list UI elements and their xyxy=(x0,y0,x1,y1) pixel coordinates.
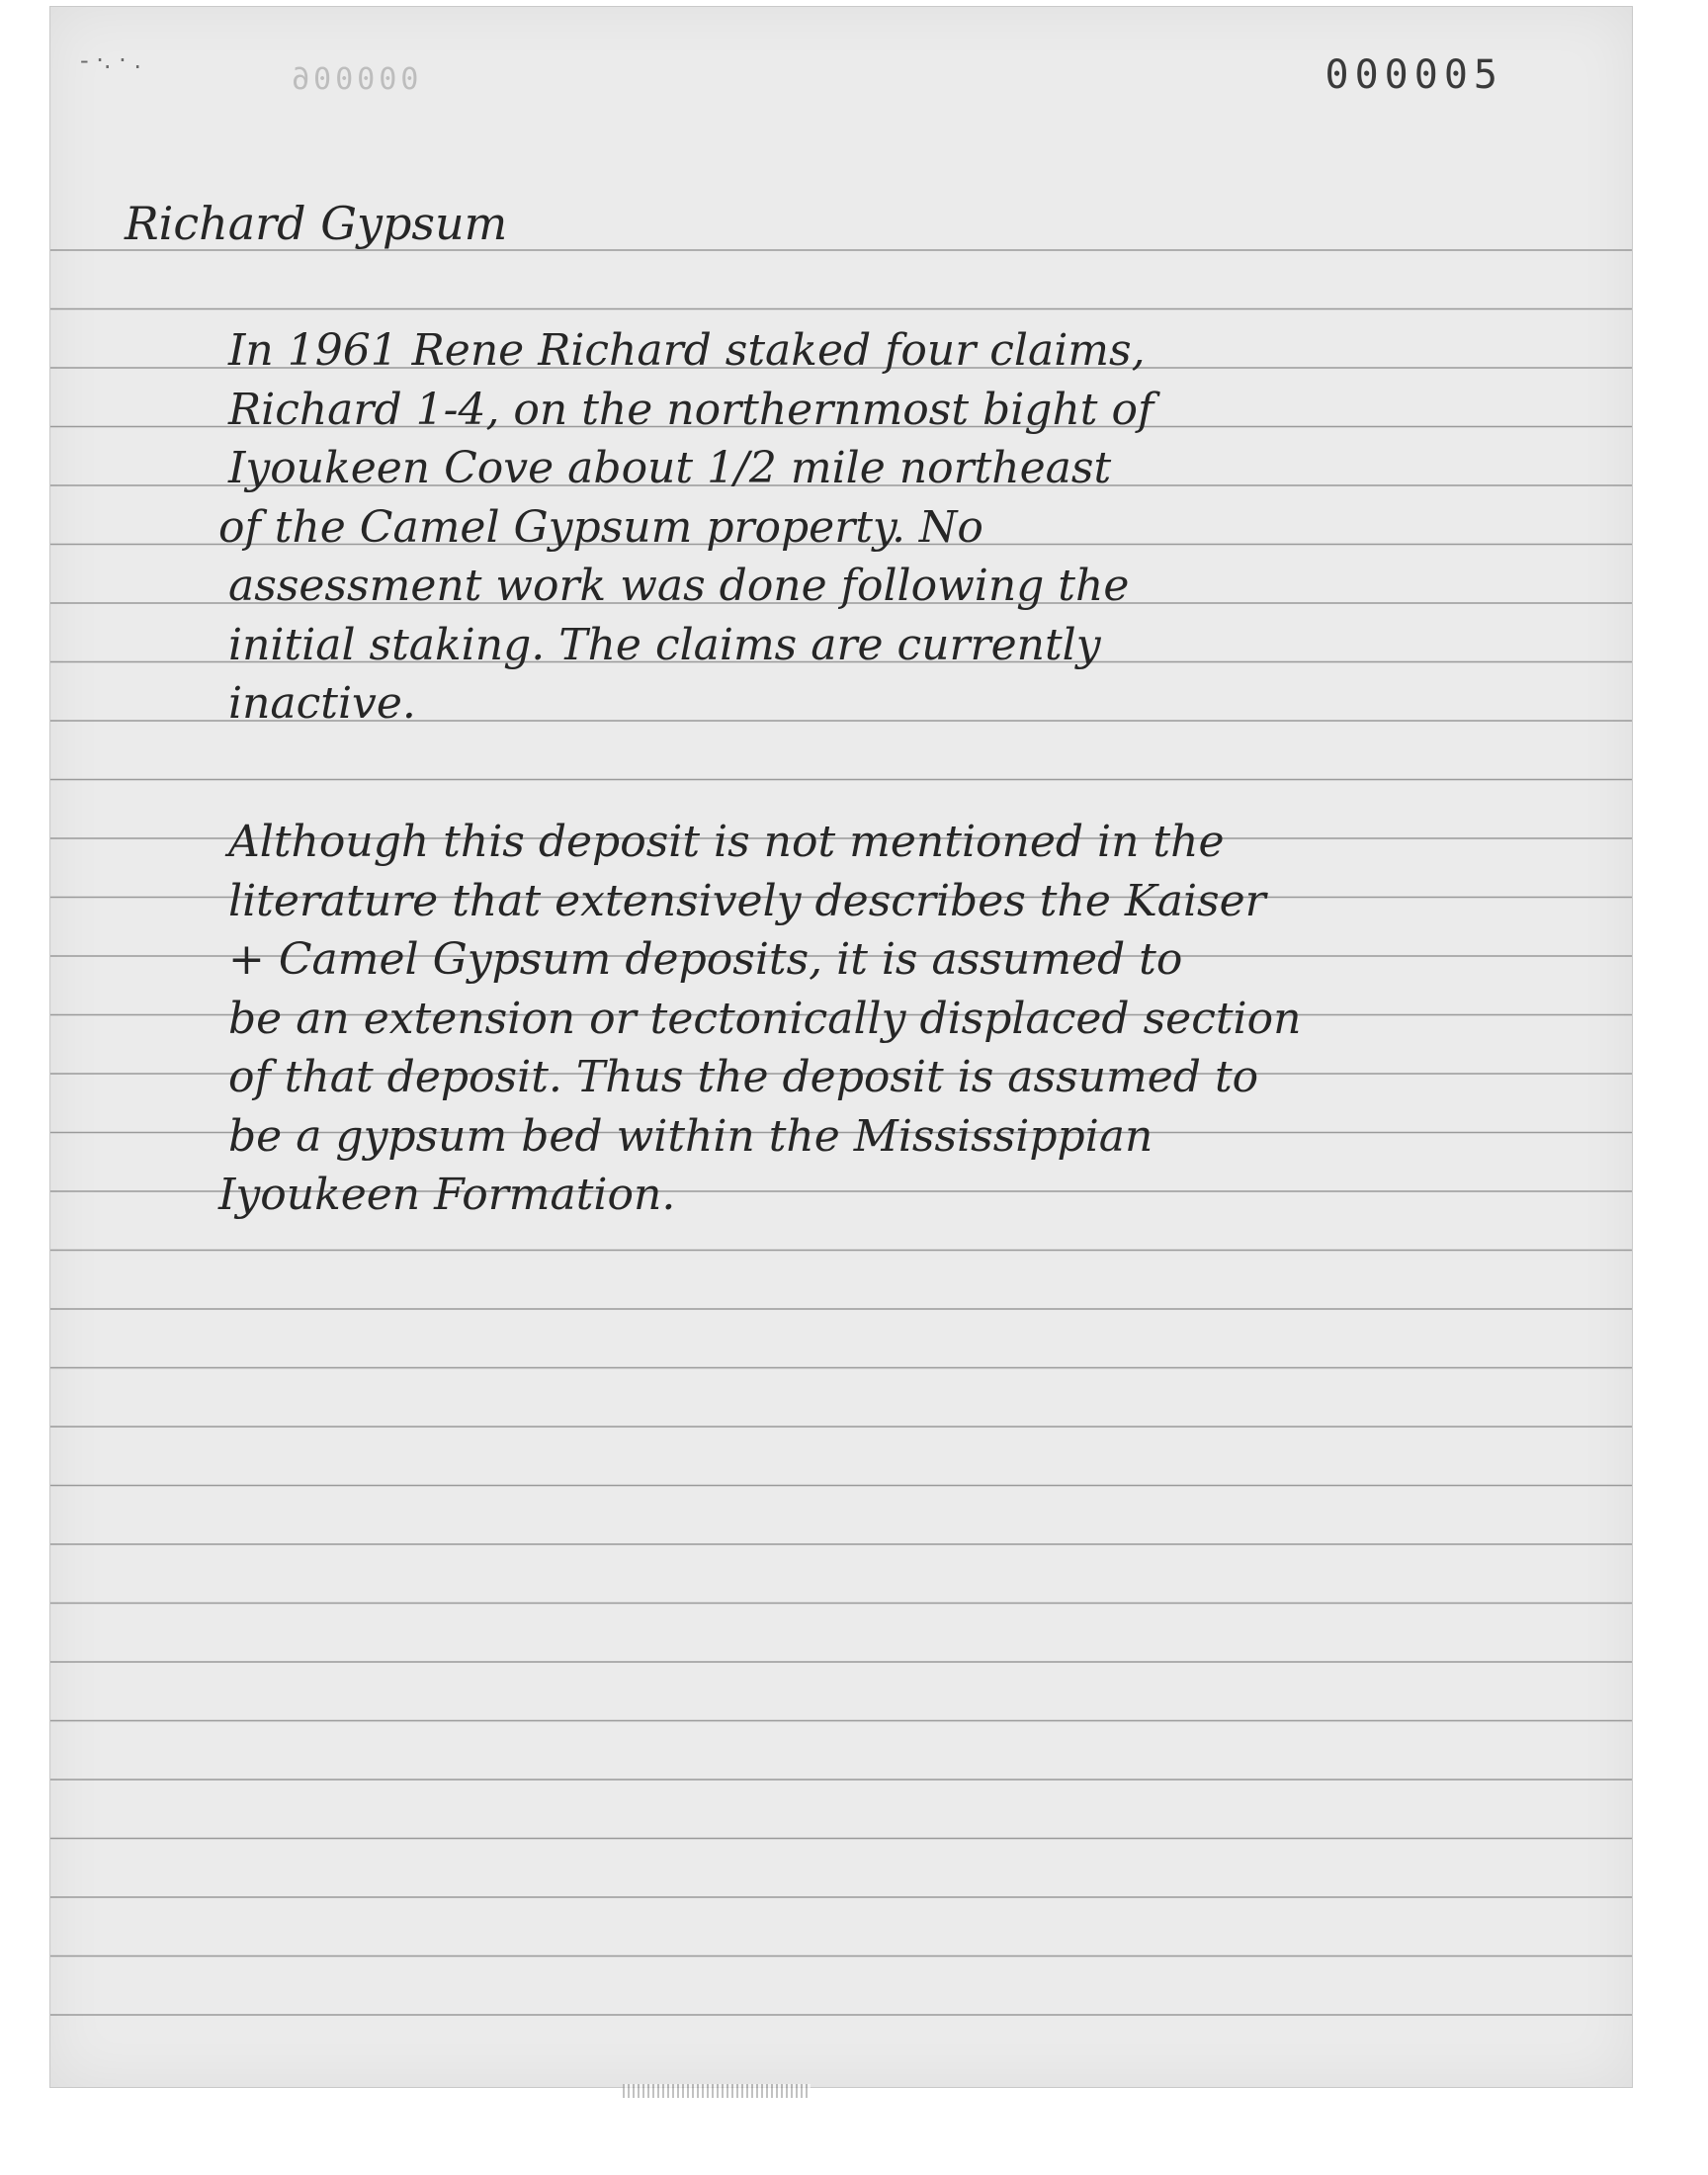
scanner-artifact xyxy=(623,2084,811,2098)
text-line: + Camel Gypsum deposits, it is assumed to xyxy=(228,934,1183,985)
paragraph-geology xyxy=(218,813,1302,1225)
text-line: of the Camel Gypsum property. No xyxy=(218,501,983,553)
text-line: Although this deposit is not mentioned in the xyxy=(228,817,1225,867)
text-line: Iyoukeen Formation. xyxy=(218,1170,676,1220)
text-line: assessment work was done following the xyxy=(228,561,1130,611)
scan-speckles: - ·. · . xyxy=(80,46,142,74)
text-line: be a gypsum bed within the Mississippian xyxy=(228,1110,1153,1162)
paragraph-claims-history xyxy=(218,321,1154,734)
notebook-page xyxy=(49,6,1633,2088)
text-line: Iyoukeen Cove about 1/2 mile northeast xyxy=(228,443,1112,493)
bleed-through-page-number: 000006 xyxy=(288,62,419,97)
text-line: Richard 1-4, on the northernmost bight of xyxy=(228,384,1154,435)
page-title: Richard Gypsum xyxy=(125,197,508,250)
page-number: 000005 xyxy=(1324,52,1503,98)
text-line: of that deposit. Thus the deposit is assumed to xyxy=(228,1052,1259,1102)
text-line: In 1961 Rene Richard staked four claims, xyxy=(228,325,1146,376)
text-line: initial staking. The claims are currently xyxy=(228,619,1101,670)
text-line: be an extension or tectonically displaced section xyxy=(228,993,1302,1044)
text-line: inactive. xyxy=(228,678,416,729)
text-line: literature that extensively describes the Kaiser xyxy=(228,875,1266,926)
